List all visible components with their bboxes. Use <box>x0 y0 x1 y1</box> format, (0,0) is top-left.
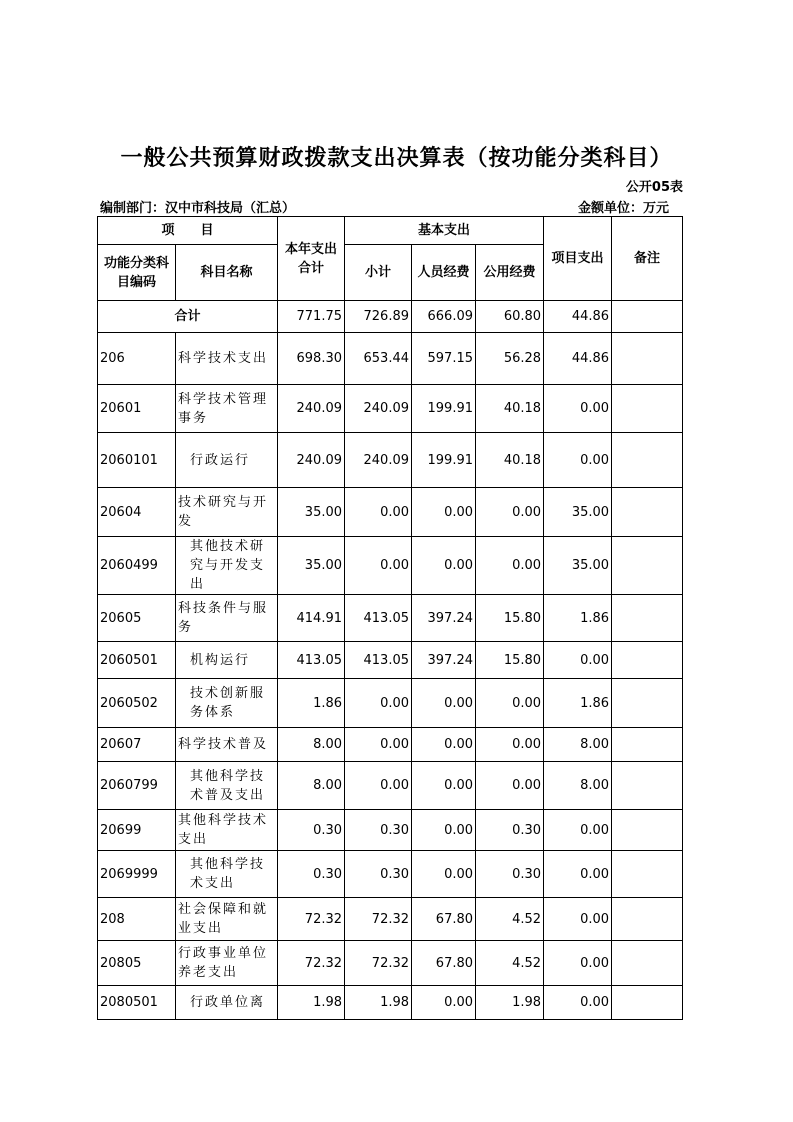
total-cell-total: 771.75 <box>278 301 345 333</box>
table-row <box>98 433 683 488</box>
cell-code: 2060501 <box>98 642 176 679</box>
cell-total: 1.86 <box>278 679 345 728</box>
cell-total: 0.30 <box>278 851 345 898</box>
table-row <box>98 941 683 986</box>
cell-subtotal: 413.05 <box>345 595 412 642</box>
table-row <box>98 728 683 762</box>
table-row <box>98 679 683 728</box>
cell-subtotal: 0.00 <box>345 488 412 537</box>
cell-subtotal: 0.00 <box>345 728 412 762</box>
cell-public: 40.18 <box>476 385 544 433</box>
cell-public: 15.80 <box>476 642 544 679</box>
cell-project: 0.00 <box>544 385 612 433</box>
cell-name: 社会保障和就业支出 <box>176 898 278 941</box>
cell-subtotal: 413.05 <box>345 642 412 679</box>
cell-public: 0.00 <box>476 537 544 595</box>
cell-subtotal: 0.00 <box>345 762 412 810</box>
cell-code: 20605 <box>98 595 176 642</box>
cell-subtotal: 1.98 <box>345 986 412 1020</box>
page-title: 一般公共预算财政拨款支出决算表（按功能分类科目） <box>120 146 673 171</box>
header-project: 项目支出 <box>544 217 612 301</box>
header-code: 功能分类科目编码 <box>98 245 176 301</box>
cell-note <box>612 333 683 385</box>
cell-name: 科学技术支出 <box>176 333 278 385</box>
cell-total: 72.32 <box>278 941 345 986</box>
cell-name: 技术研究与开发 <box>176 488 278 537</box>
cell-total: 0.30 <box>278 810 345 851</box>
cell-subtotal: 0.30 <box>345 810 412 851</box>
cell-code: 206 <box>98 333 176 385</box>
cell-project: 0.00 <box>544 810 612 851</box>
cell-code: 208 <box>98 898 176 941</box>
header-basic: 基本支出 <box>345 217 544 245</box>
cell-total: 1.98 <box>278 986 345 1020</box>
cell-subtotal: 0.00 <box>345 679 412 728</box>
cell-project: 0.00 <box>544 642 612 679</box>
unit-label: 金额单位：万元 <box>577 201 669 216</box>
cell-public: 4.52 <box>476 941 544 986</box>
cell-name: 其他技术研究与开发支出 <box>176 537 278 595</box>
cell-note <box>612 642 683 679</box>
cell-subtotal: 0.00 <box>345 537 412 595</box>
cell-total: 8.00 <box>278 728 345 762</box>
cell-code: 2060101 <box>98 433 176 488</box>
table-row <box>98 986 683 1020</box>
cell-personnel: 597.15 <box>412 333 476 385</box>
cell-personnel: 0.00 <box>412 986 476 1020</box>
cell-name: 其他科学技术支出 <box>176 851 278 898</box>
department-label: 编制部门：汉中市科技局（汇总） <box>100 201 296 216</box>
cell-note <box>612 898 683 941</box>
cell-total: 35.00 <box>278 488 345 537</box>
cell-personnel: 0.00 <box>412 488 476 537</box>
cell-project: 8.00 <box>544 728 612 762</box>
total-cell-note <box>612 301 683 333</box>
cell-public: 40.18 <box>476 433 544 488</box>
cell-subtotal: 72.32 <box>345 941 412 986</box>
cell-code: 20607 <box>98 728 176 762</box>
cell-project: 0.00 <box>544 941 612 986</box>
total-cell-subtotal: 726.89 <box>345 301 412 333</box>
cell-public: 0.00 <box>476 728 544 762</box>
cell-personnel: 0.00 <box>412 762 476 810</box>
cell-personnel: 199.91 <box>412 433 476 488</box>
cell-name: 科技条件与服务 <box>176 595 278 642</box>
cell-public: 0.30 <box>476 851 544 898</box>
cell-personnel: 67.80 <box>412 898 476 941</box>
cell-note <box>612 986 683 1020</box>
cell-name: 行政运行 <box>176 433 278 488</box>
cell-note <box>612 537 683 595</box>
cell-total: 414.91 <box>278 595 345 642</box>
table-row <box>98 810 683 851</box>
cell-public: 15.80 <box>476 595 544 642</box>
cell-code: 2080501 <box>98 986 176 1020</box>
form-number: 公开05表 <box>625 180 683 195</box>
cell-code: 2060502 <box>98 679 176 728</box>
header-subtotal: 小计 <box>345 245 412 301</box>
table-row <box>98 595 683 642</box>
total-cell-project: 44.86 <box>544 301 612 333</box>
cell-code: 20604 <box>98 488 176 537</box>
cell-note <box>612 385 683 433</box>
cell-project: 0.00 <box>544 851 612 898</box>
cell-personnel: 0.00 <box>412 679 476 728</box>
header-public: 公用经费 <box>476 245 544 301</box>
table-row <box>98 333 683 385</box>
cell-public: 4.52 <box>476 898 544 941</box>
header-total: 本年支出合计 <box>278 217 345 301</box>
cell-code: 2060499 <box>98 537 176 595</box>
cell-note <box>612 851 683 898</box>
cell-note <box>612 679 683 728</box>
cell-public: 0.00 <box>476 762 544 810</box>
cell-note <box>612 810 683 851</box>
cell-project: 1.86 <box>544 595 612 642</box>
cell-project: 1.86 <box>544 679 612 728</box>
cell-project: 35.00 <box>544 488 612 537</box>
cell-code: 20601 <box>98 385 176 433</box>
cell-name: 行政单位离 <box>176 986 278 1020</box>
cell-personnel: 397.24 <box>412 642 476 679</box>
cell-total: 8.00 <box>278 762 345 810</box>
total-label: 合计 <box>98 301 278 333</box>
total-cell-public: 60.80 <box>476 301 544 333</box>
cell-name: 其他科学技术支出 <box>176 810 278 851</box>
total-cell-personnel: 666.09 <box>412 301 476 333</box>
cell-total: 240.09 <box>278 385 345 433</box>
header-note: 备注 <box>612 217 683 301</box>
cell-personnel: 0.00 <box>412 810 476 851</box>
cell-name: 行政事业单位养老支出 <box>176 941 278 986</box>
cell-total: 35.00 <box>278 537 345 595</box>
table-row <box>98 385 683 433</box>
cell-name: 技术创新服务体系 <box>176 679 278 728</box>
cell-note <box>612 433 683 488</box>
cell-note <box>612 488 683 537</box>
table-row <box>98 851 683 898</box>
cell-project: 8.00 <box>544 762 612 810</box>
cell-project: 0.00 <box>544 433 612 488</box>
cell-code: 20699 <box>98 810 176 851</box>
cell-personnel: 0.00 <box>412 851 476 898</box>
cell-public: 0.00 <box>476 679 544 728</box>
cell-code: 20805 <box>98 941 176 986</box>
cell-personnel: 67.80 <box>412 941 476 986</box>
cell-name: 其他科学技术普及支出 <box>176 762 278 810</box>
cell-code: 2069999 <box>98 851 176 898</box>
cell-total: 72.32 <box>278 898 345 941</box>
cell-personnel: 199.91 <box>412 385 476 433</box>
expenditure-table <box>97 216 683 1020</box>
cell-project: 44.86 <box>544 333 612 385</box>
cell-subtotal: 0.30 <box>345 851 412 898</box>
cell-personnel: 397.24 <box>412 595 476 642</box>
cell-total: 240.09 <box>278 433 345 488</box>
cell-subtotal: 240.09 <box>345 385 412 433</box>
cell-public: 0.30 <box>476 810 544 851</box>
cell-personnel: 0.00 <box>412 537 476 595</box>
cell-name: 科学技术管理事务 <box>176 385 278 433</box>
table-row <box>98 642 683 679</box>
cell-subtotal: 240.09 <box>345 433 412 488</box>
cell-public: 0.00 <box>476 488 544 537</box>
table-row <box>98 537 683 595</box>
header-name: 科目名称 <box>176 245 278 301</box>
table-row <box>98 762 683 810</box>
cell-name: 机构运行 <box>176 642 278 679</box>
cell-note <box>612 728 683 762</box>
table-row <box>98 488 683 537</box>
cell-project: 0.00 <box>544 898 612 941</box>
cell-personnel: 0.00 <box>412 728 476 762</box>
cell-code: 2060799 <box>98 762 176 810</box>
cell-public: 1.98 <box>476 986 544 1020</box>
cell-project: 35.00 <box>544 537 612 595</box>
cell-subtotal: 72.32 <box>345 898 412 941</box>
cell-note <box>612 595 683 642</box>
cell-note <box>612 762 683 810</box>
cell-note <box>612 941 683 986</box>
cell-public: 56.28 <box>476 333 544 385</box>
cell-total: 413.05 <box>278 642 345 679</box>
table-row <box>98 898 683 941</box>
cell-project: 0.00 <box>544 986 612 1020</box>
header-personnel: 人员经费 <box>412 245 476 301</box>
cell-subtotal: 653.44 <box>345 333 412 385</box>
cell-name: 科学技术普及 <box>176 728 278 762</box>
header-item: 项 目 <box>98 217 278 245</box>
cell-total: 698.30 <box>278 333 345 385</box>
total-row <box>98 301 683 333</box>
